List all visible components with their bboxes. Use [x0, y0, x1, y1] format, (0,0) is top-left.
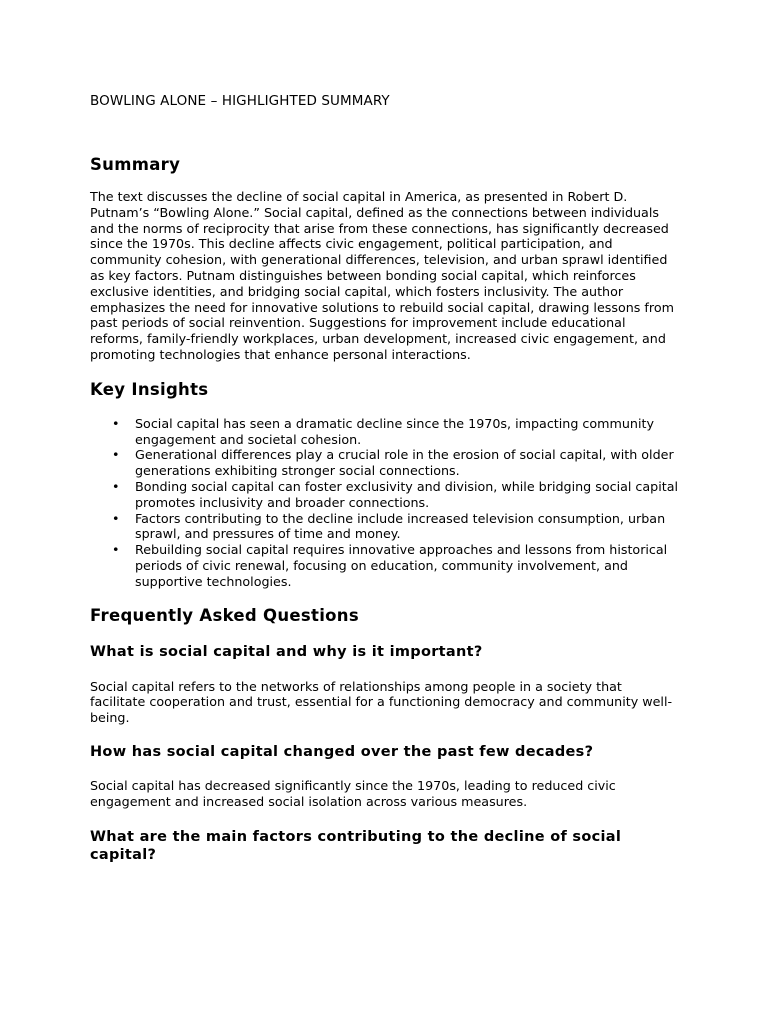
summary-paragraph: The text discusses the decline of social capital in America, as presented in Robert D. Putnam’s “Bowling Alone.” Social capital, defined as the connections between individuals and the norms of reciprocity that arise from these connections, has significantly decreased since the 1970s. This decline affects civic engagement, political participation, and community cohesion, with generational differences, television, and urban sprawl identified as key factors. Putnam distinguishes between bonding social capital, which reinforces exclusive identities, and bridging social capital, which fosters inclusivity. The author emphasizes the need for innovative solutions to rebuild social capital, drawing lessons from past periods of social reinvention. Suggestions for improvement include educational reforms, family-friendly workplaces, urban development, increased civic engagement, and promoting technologies that enhance personal interactions. [90, 189, 674, 362]
faq-question-1: What is social capital and why is it important? [90, 643, 483, 660]
faq-question-3: What are the main factors contributing to the decline of social capital? [90, 828, 622, 863]
list-item-text: Generational differences play a crucial role in the erosion of social capital, with older generations exhibiting stronger social connections. [135, 447, 674, 479]
bullet-icon: • [112, 510, 120, 526]
list-item [90, 479, 680, 511]
list-item [90, 416, 680, 448]
summary-heading: Summary [90, 155, 181, 174]
bullet-icon: • [112, 447, 120, 463]
faq-answer-2: Social capital has decreased significantly since the 1970s, leading to reduced civic engagement and increased social isolation across various measures. [90, 777, 616, 809]
list-item-text: Bonding social capital can foster exclusivity and division, while bridging social capital promotes inclusivity and broader connections. [135, 478, 679, 510]
document-content [90, 92, 680, 864]
faq-heading: Frequently Asked Questions [90, 605, 359, 625]
list-item [90, 447, 680, 479]
list-item [90, 511, 680, 543]
key-insights-heading: Key Insights [90, 379, 209, 399]
bullet-icon: • [112, 478, 120, 494]
bullet-icon: • [112, 415, 120, 431]
list-item [90, 542, 680, 589]
bullet-icon: • [112, 542, 120, 558]
key-insights-list [90, 416, 680, 590]
list-item-text: Rebuilding social capital requires innovative approaches and lessons from historical periods of civic renewal, focusing on education, community involvement, and supportive technologies. [135, 542, 668, 589]
document-title: BOWLING ALONE – HIGHLIGHTED SUMMARY [90, 93, 390, 109]
faq-answer-1: Social capital refers to the networks of relationships among people in a society that facilitate cooperation and trust, essential for a functioning democracy and community well-being. [90, 678, 673, 726]
list-item-text: Social capital has seen a dramatic decline since the 1970s, impacting community engagement and societal cohesion. [135, 415, 654, 447]
list-item-text: Factors contributing to the decline include increased television consumption, urban sprawl, and pressures of time and money. [135, 510, 666, 542]
faq-question-2: How has social capital changed over the past few decades? [90, 743, 594, 760]
